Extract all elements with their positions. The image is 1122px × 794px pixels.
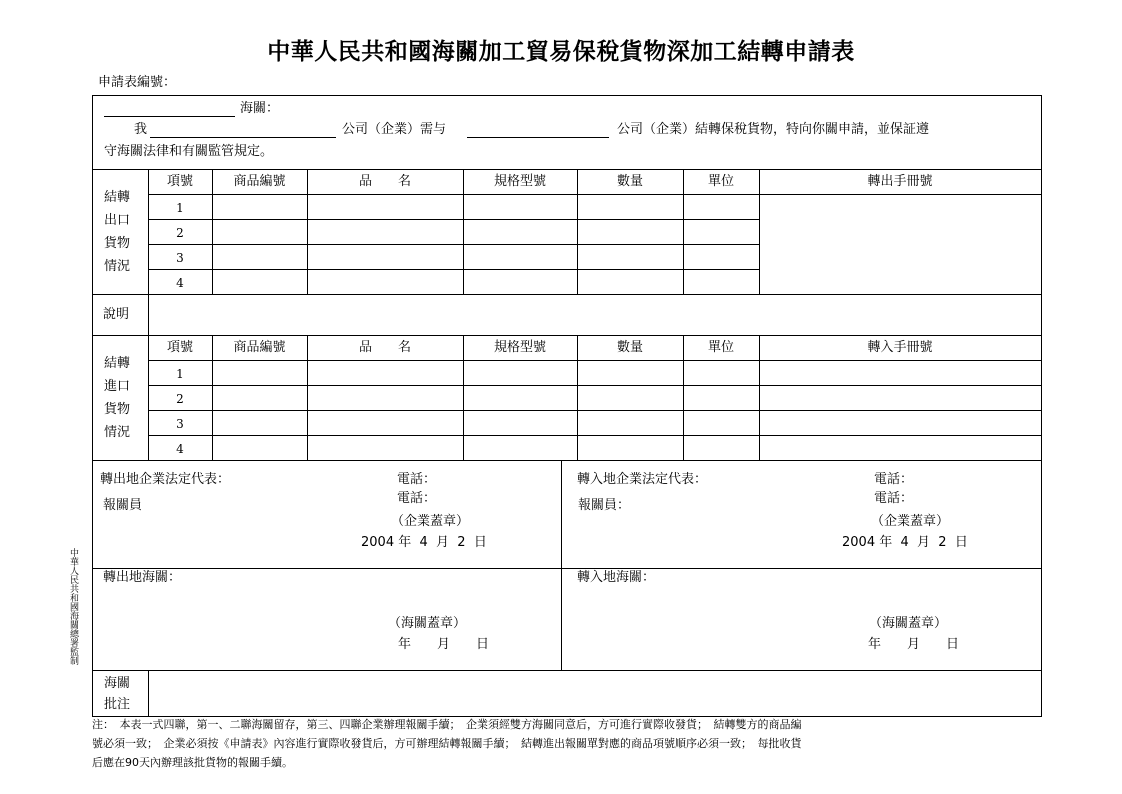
import-rep-label: 轉入地企業法定代表： [577, 472, 708, 487]
note-line-3: 后應在90天內辦理該批貨物的報關手續。 [92, 756, 293, 769]
export-phone-2: 電話： [397, 491, 437, 506]
export-section-label [94, 186, 140, 278]
rule [92, 335, 1042, 336]
export-company-seal: （企業蓋章） [391, 514, 470, 529]
import-customs-seal: （海關蓋章） [869, 616, 948, 631]
applicant-end-text: 公司（企業）結轉保稅貨物，特向你關申請，並保証遵 [617, 122, 930, 137]
export-customs-date: 年 月 日 [398, 637, 490, 652]
label-line: 結轉 [103, 190, 130, 205]
import-broker-label: 報關員： [578, 498, 631, 513]
export-customs-seal: （海關蓋章） [388, 616, 467, 631]
customs-name-field[interactable] [104, 116, 235, 117]
rule [92, 169, 1042, 170]
export-row-2-no: 2 [176, 226, 184, 240]
rule [148, 670, 149, 717]
col-import-handbook: 轉入手冊號 [867, 340, 933, 355]
import-row-3-no: 3 [176, 417, 184, 431]
rule [92, 670, 1042, 671]
frame-right [1041, 95, 1042, 717]
col-unit: 單位 [707, 174, 734, 189]
customs-label: 海關： [240, 101, 280, 116]
counterparty-company-field[interactable] [467, 137, 609, 138]
col-commodity-code: 商品編號 [233, 174, 286, 189]
rule [92, 568, 1042, 569]
frame-top [92, 95, 1042, 96]
col-quantity: 數量 [616, 340, 643, 355]
label-line: 進口 [103, 379, 130, 394]
import-customs-date: 年 月 日 [868, 637, 960, 652]
customs-approval-label [94, 673, 140, 715]
import-company-seal: （企業蓋章） [871, 514, 950, 529]
export-phone-1: 電話： [397, 472, 437, 487]
remarks-label: 說明 [103, 307, 130, 322]
customs-approval-field[interactable] [150, 672, 1039, 714]
rule [148, 244, 760, 245]
rule [148, 219, 760, 220]
import-row-4-no: 4 [176, 442, 184, 456]
export-broker-label: 報關員 [103, 498, 143, 513]
export-date: 2004 年 4 月 2 日 [361, 535, 487, 550]
export-rep-label: 轉出地企業法定代表： [100, 472, 231, 487]
applicant-company-field[interactable] [150, 137, 336, 138]
frame-left [92, 95, 93, 717]
export-customs-label: 轉出地海關： [103, 570, 182, 585]
label-line: 情況 [103, 259, 130, 274]
rule [92, 460, 1042, 461]
col-unit: 單位 [707, 340, 734, 355]
col-product-name: 品 名 [358, 174, 411, 189]
export-row-1-no: 1 [176, 201, 184, 215]
rule [148, 194, 1042, 195]
rule [561, 460, 562, 671]
label-line: 海關 [103, 676, 130, 691]
label-line: 批注 [103, 697, 130, 712]
frame-bottom [92, 716, 1042, 717]
import-phone-1: 電話： [874, 472, 914, 487]
col-quantity: 數量 [616, 174, 643, 189]
form-number-label: 申請表編號： [98, 75, 177, 90]
note-line-2: 號必須一致； 企業必須按《申請表》內容進行實際收發貨后，方可辦理結轉報關手續； 結轉進出報關單對應的商品項號順序必須一致； 每批收貨 [92, 737, 802, 750]
rule [148, 435, 1042, 436]
side-imprint: 中華人民共和國海關總署監制 [68, 548, 78, 665]
rule [148, 385, 1042, 386]
col-spec: 規格型號 [493, 174, 546, 189]
form-title: 中華人民共和國海關加工貿易保稅貨物深加工結轉申請表 [267, 38, 855, 65]
import-row-2-no: 2 [176, 392, 184, 406]
col-product-name: 品 名 [358, 340, 411, 355]
label-line: 情況 [103, 425, 130, 440]
rule [148, 360, 1042, 361]
import-section-label [94, 352, 140, 444]
applicant-mid-text: 公司（企業）需与 [342, 122, 447, 137]
col-commodity-code: 商品編號 [233, 340, 286, 355]
col-spec: 規格型號 [493, 340, 546, 355]
note-line-1: 注： 本表一式四聯，第一、二聯海關留存，第三、四聯企業辦理報關手續； 企業須經雙方海關同意后，方可進行實際收發貨； 結轉雙方的商品編 [92, 718, 802, 731]
import-row-1-no: 1 [176, 367, 184, 381]
label-line: 出口 [103, 213, 130, 228]
rule [148, 269, 760, 270]
rule [92, 294, 1042, 295]
col-item-no: 項號 [166, 340, 193, 355]
export-row-4-no: 4 [176, 276, 184, 290]
import-customs-label: 轉入地海關： [577, 570, 656, 585]
label-line: 貨物 [103, 236, 130, 251]
import-date: 2004 年 4 月 2 日 [842, 535, 968, 550]
applicant-prefix: 我 [134, 122, 148, 137]
label-line: 貨物 [103, 402, 130, 417]
label-line: 結轉 [103, 356, 130, 371]
col-item-no: 項號 [166, 174, 193, 189]
col-export-handbook: 轉出手冊號 [867, 174, 933, 189]
import-phone-2: 電話： [874, 491, 914, 506]
declaration-line2: 守海關法律和有關監管規定。 [104, 144, 274, 159]
export-row-3-no: 3 [176, 251, 184, 265]
rule [148, 410, 1042, 411]
